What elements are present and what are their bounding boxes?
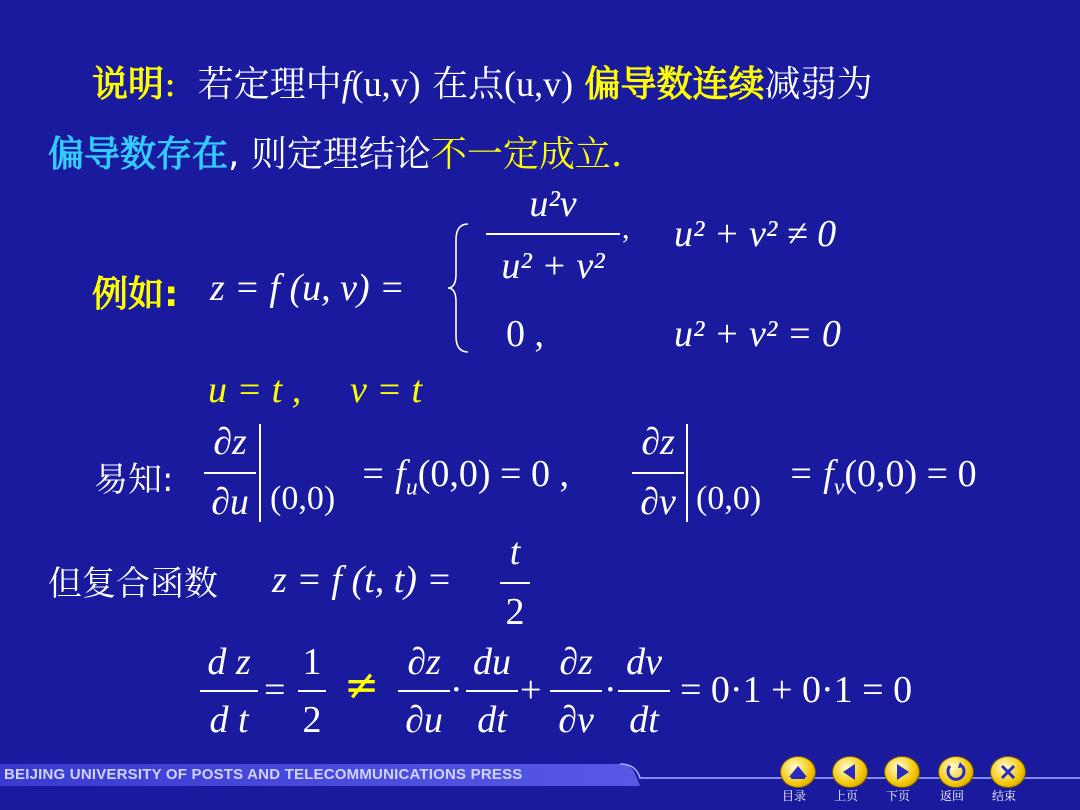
case1-fraction-bar (486, 233, 620, 235)
intro-text-b: 在点 (432, 64, 505, 105)
nav-label-return[interactable]: 返回 (940, 789, 965, 803)
easy-label: 易知: (94, 460, 174, 500)
result-1-eq: = f (360, 453, 406, 495)
nav-return-button[interactable] (938, 756, 974, 788)
piecewise-brace (446, 222, 472, 354)
intro-line-2 (48, 126, 622, 177)
partial-z-2: ∂z (641, 421, 675, 463)
partial-z-1: ∂z (213, 421, 247, 463)
fraction-bar-1 (204, 472, 256, 474)
case1-numerator: u²v (529, 183, 577, 225)
intro-line (92, 56, 873, 107)
case2-value: 0 , (506, 313, 544, 355)
arrow-left-icon (833, 757, 867, 787)
result-1 (360, 452, 569, 502)
func-args: (u,v) (351, 64, 421, 104)
case1-condition: u² + v² ≠ 0 (674, 213, 837, 255)
example-label: 例如: (92, 274, 179, 315)
close-icon (991, 757, 1025, 787)
point-args: (u,v) (504, 64, 574, 104)
sub-u: u (405, 474, 418, 501)
eq-sign-1: = (264, 669, 286, 711)
case2-condition: u² + v² = 0 (674, 313, 841, 355)
nav-label-end[interactable]: 结束 (992, 789, 1017, 803)
composite-label: 但复合函数 (48, 564, 218, 604)
intro2-end: . (610, 134, 623, 175)
composite-denominator: 2 (505, 591, 525, 633)
arrow-right-icon (885, 757, 919, 787)
note-colon: : (164, 64, 177, 105)
half-den: 2 (302, 699, 322, 741)
publisher-banner-text: BEIJING UNIVERSITY OF POSTS AND TELECOMMUNICATIONS PRESS (4, 766, 523, 783)
chain-dot-2: · (604, 669, 617, 711)
chain-dt-1: dt (477, 699, 507, 741)
composite-fraction-bar (500, 582, 530, 584)
sub-v: v (833, 474, 845, 501)
case1-denominator: u² + v² (501, 245, 605, 287)
func-f: f (341, 64, 352, 104)
case1-comma: , (622, 212, 630, 245)
half-num: 1 (302, 641, 322, 683)
intro-text-c: 减弱为 (764, 64, 873, 105)
chain-result: = 0·1 + 0·1 = 0 (680, 669, 913, 711)
result-2-tail: (0,0) = 0 (844, 453, 977, 495)
nav-end-button[interactable] (990, 756, 1026, 788)
chain-bar-3 (550, 690, 602, 692)
chain-dot-1: · (450, 669, 463, 711)
nav-label-next[interactable]: 下页 (886, 789, 911, 803)
partial-v-2: ∂v (640, 481, 676, 523)
nav-label-contents[interactable]: 目录 (782, 789, 807, 803)
chain-dv: dv (626, 641, 662, 683)
nav-contents-button[interactable] (780, 756, 816, 788)
composite-numerator: t (509, 531, 521, 573)
dz-num: d z (207, 641, 251, 683)
eval-bar-2 (686, 424, 688, 522)
chain-plus: + (520, 669, 542, 711)
result-1-tail: (0,0) = 0 , (417, 453, 569, 495)
partial-u-1: ∂u (211, 481, 249, 523)
chain-dt-2: dt (629, 699, 659, 741)
nav-prev-button[interactable] (832, 756, 868, 788)
highlight-continuous: 偏导数连续 (584, 64, 765, 105)
chain-bar-4 (618, 690, 670, 692)
subst-v: v = t (350, 369, 423, 411)
eval-point-1: (0,0) (270, 480, 336, 517)
fraction-bar-2 (632, 472, 684, 474)
chain-pz-2: ∂z (559, 641, 593, 683)
home-icon (781, 757, 815, 787)
note-label: 说明 (92, 64, 165, 105)
chain-bar-1 (398, 690, 450, 692)
highlight-exists: 偏导数存在 (48, 134, 229, 175)
return-icon (939, 757, 973, 787)
result-2 (788, 452, 977, 502)
subst-u: u = t , (208, 369, 302, 411)
nav-next-button[interactable] (884, 756, 920, 788)
chain-pv: ∂v (558, 699, 594, 741)
not-equal-sign: ≠ (344, 660, 380, 709)
chain-pz-1: ∂z (407, 641, 441, 683)
highlight-not-hold: 不一定成立 (430, 134, 611, 175)
chain-du: du (473, 641, 511, 683)
dt-den: d t (209, 699, 249, 741)
intro-text-a: 若定理中 (197, 64, 342, 105)
chain-pu: ∂u (405, 699, 443, 741)
nav-label-prev[interactable]: 上页 (834, 789, 859, 803)
half-bar (298, 690, 326, 692)
chain-bar-2 (466, 690, 518, 692)
example-lhs: z = f (u, v) = (210, 267, 405, 309)
result-2-eq: = f (788, 453, 834, 495)
dzdt-bar (200, 690, 258, 692)
eval-bar-1 (259, 424, 261, 522)
intro2-text: , 则定理结论 (228, 134, 431, 175)
eval-point-2: (0,0) (696, 480, 762, 517)
composite-expr: z = f (t, t) = (272, 559, 453, 601)
